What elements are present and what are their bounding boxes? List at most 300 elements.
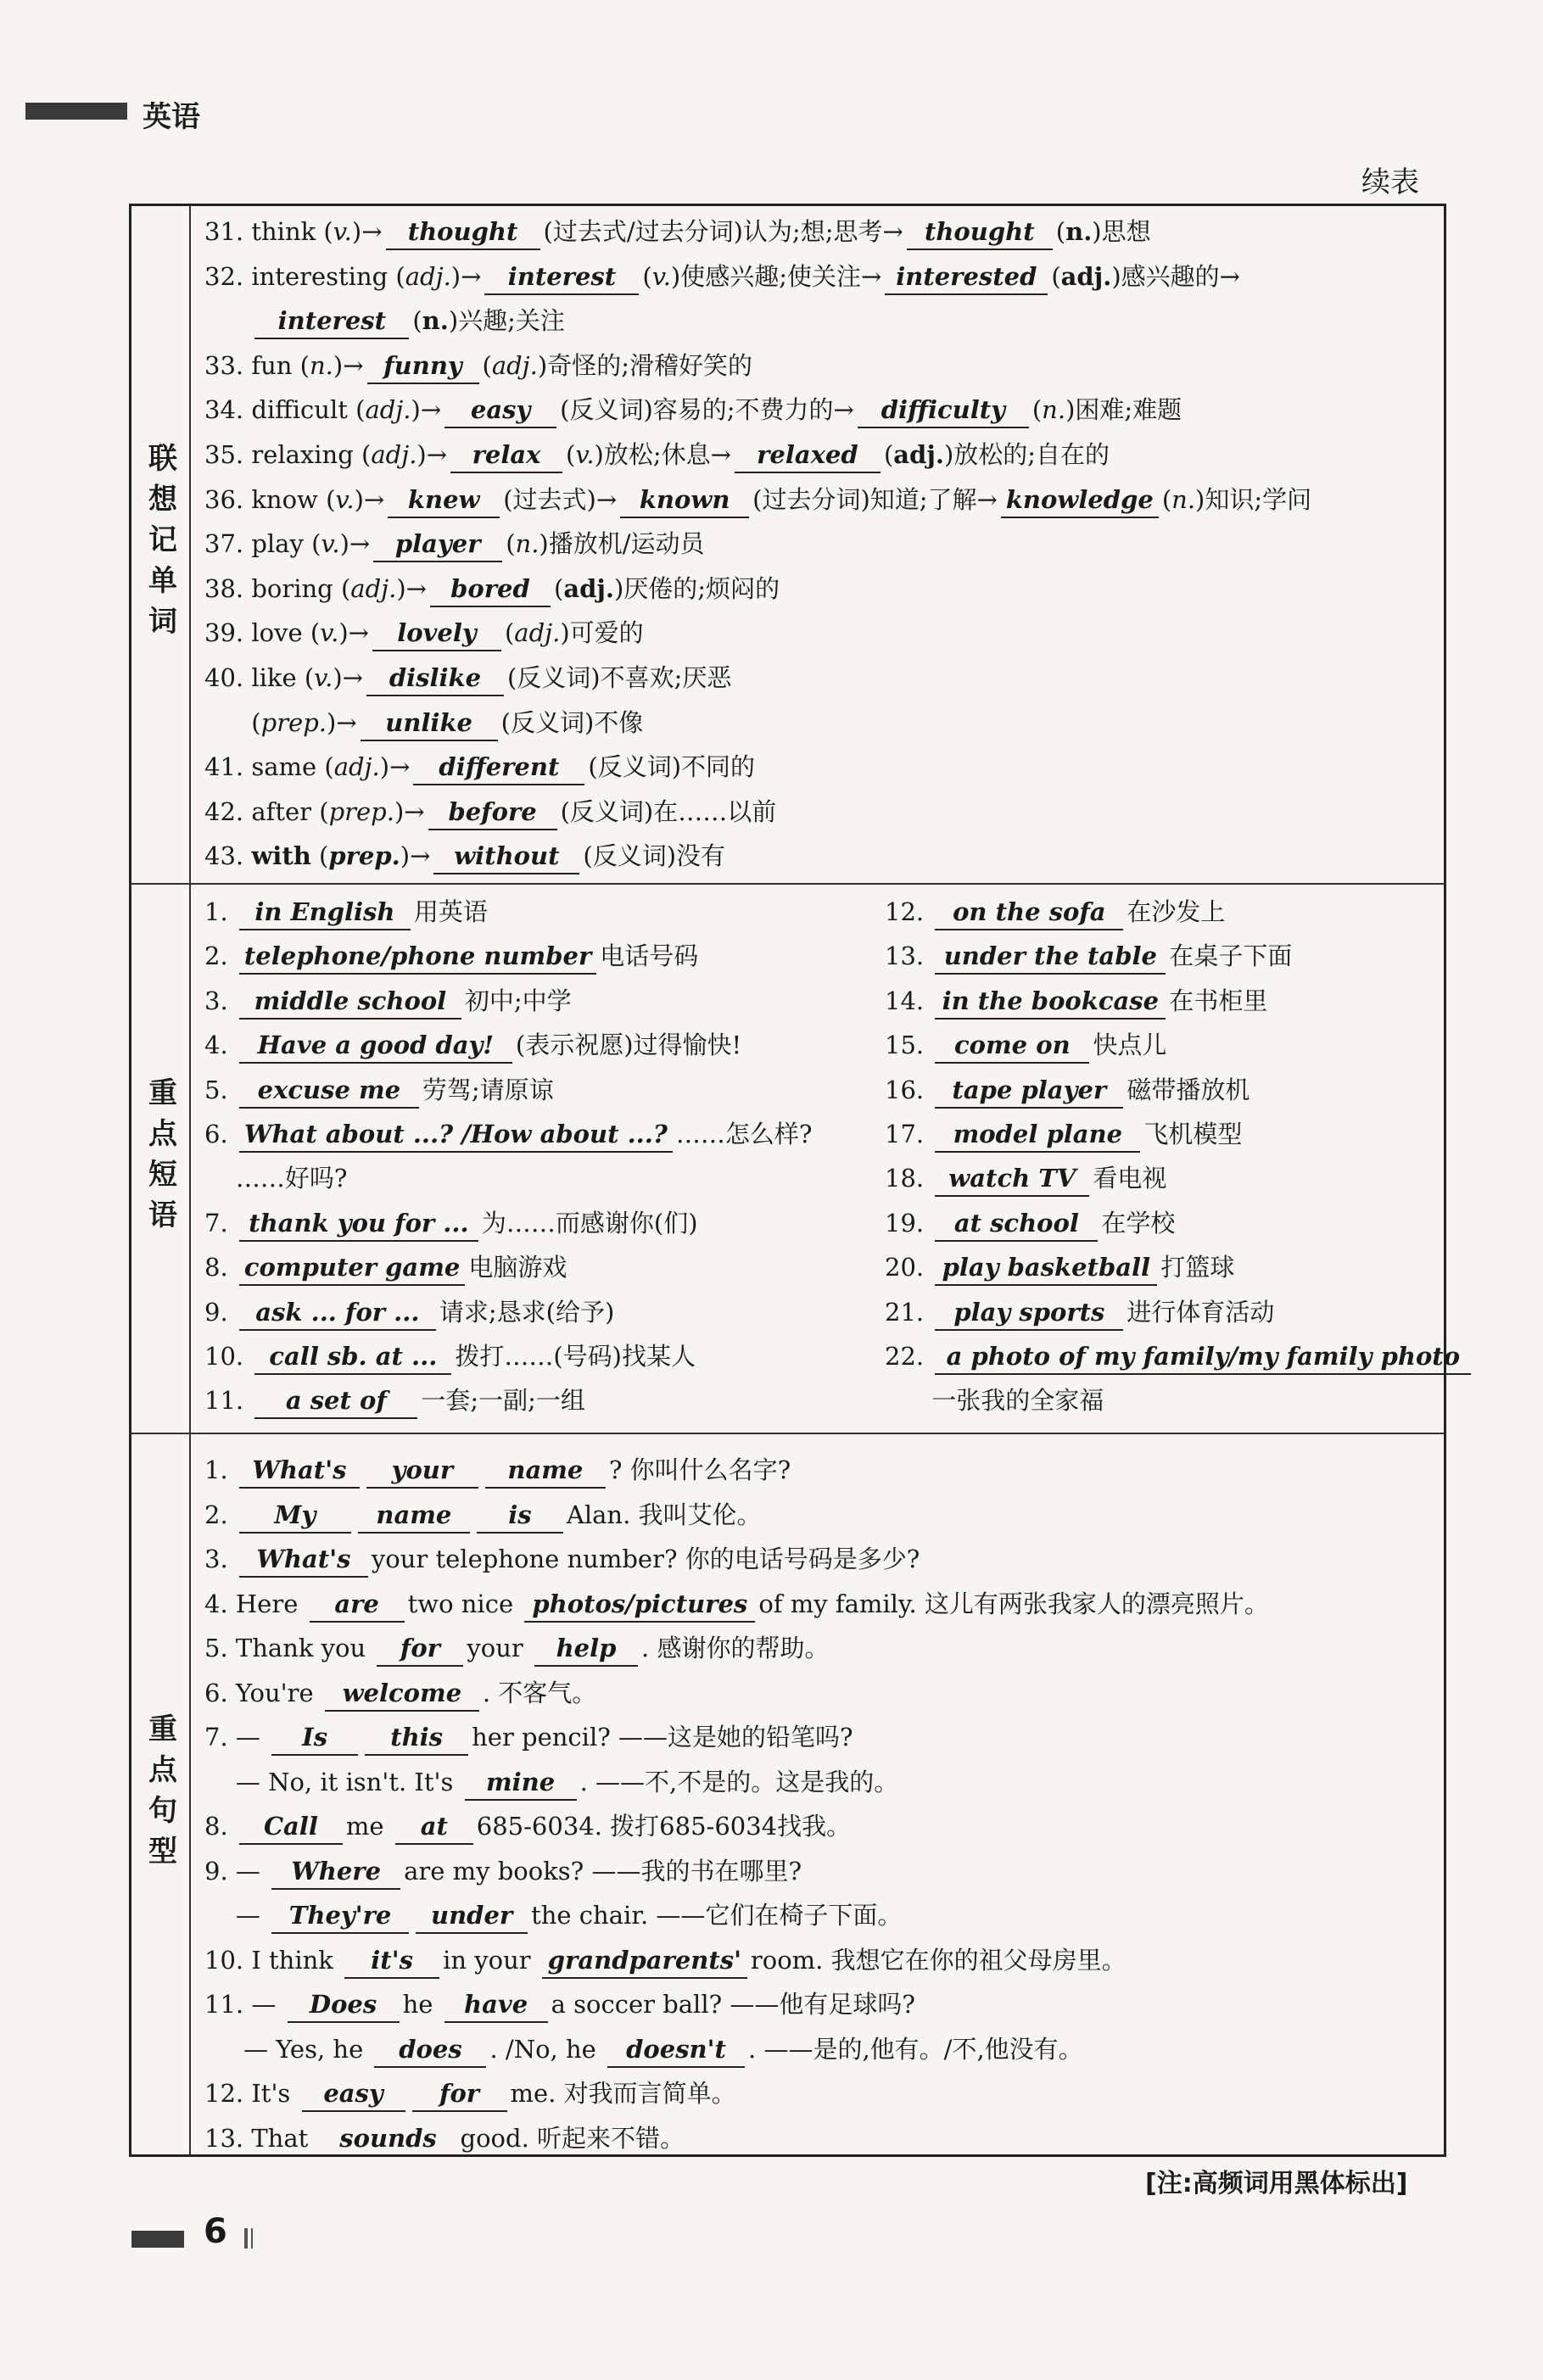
- entry-text: 37. play (: [204, 529, 321, 559]
- entry-text: 38. boring (: [204, 573, 351, 603]
- entry-text: 13. That: [204, 2123, 316, 2153]
- entry-line: [204, 1112, 812, 1156]
- entry-line: [885, 1112, 1242, 1156]
- entry-text: )播放机/运动员: [539, 529, 705, 559]
- answer-blank: What's: [239, 1453, 360, 1489]
- answer-blank: call sb. at ...: [254, 1339, 451, 1375]
- entry-line: [204, 1893, 902, 1937]
- answer-blank: for: [412, 2076, 507, 2112]
- entry-text: (反义词)不像: [500, 707, 644, 737]
- entry-line: [204, 1626, 829, 1670]
- entry-line: [204, 2116, 685, 2160]
- entry-text: [204, 306, 251, 335]
- answer-blank: watch TV: [935, 1161, 1089, 1197]
- entry-text: 为……而感谢你(们): [481, 1208, 698, 1237]
- answer-blank: funny: [367, 349, 479, 384]
- entry-text: 10. I think: [204, 1945, 342, 1975]
- entry-text: v.: [314, 663, 333, 692]
- entry-text: (: [204, 707, 261, 737]
- entry-text: 17.: [885, 1120, 932, 1148]
- answer-blank: What's: [239, 1542, 368, 1578]
- entry-line: [204, 1982, 915, 2026]
- entry-line: [885, 890, 1225, 934]
- answer-blank: a photo of my family/my family photo: [935, 1339, 1471, 1375]
- entry-text: (: [566, 440, 576, 469]
- entry-line: [204, 1582, 1269, 1626]
- entry-text: )→: [354, 484, 385, 514]
- entry-text: 31. think (: [204, 217, 333, 246]
- answer-blank: thought: [386, 215, 540, 250]
- entry-text: prep.: [328, 796, 394, 826]
- entry-text: (过去式/过去分词)认为;想;思考→: [543, 217, 903, 246]
- answer-blank: sounds: [320, 2121, 457, 2157]
- entry-text: )→: [379, 752, 411, 782]
- entry-text: v.: [321, 529, 340, 559]
- answer-blank: play basketball: [935, 1250, 1157, 1286]
- entry-line: [885, 1201, 1175, 1245]
- entry-text: —: [204, 1901, 269, 1930]
- entry-text: 11. —: [204, 1990, 284, 2019]
- entry-line: [204, 1493, 762, 1537]
- entry-line: [885, 1023, 1166, 1067]
- answer-blank: Does: [288, 1987, 400, 2023]
- section-label: 重点短语: [131, 885, 191, 1433]
- answer-blank: in the bookcase: [935, 984, 1166, 1020]
- entry-text: 电话号码: [600, 941, 699, 971]
- entry-text: prep.: [260, 707, 327, 737]
- entry-text: 在桌子下面: [1169, 941, 1293, 971]
- entry-text: )厌倦的;烦闷的: [613, 573, 780, 603]
- entry-text: v.: [320, 618, 339, 648]
- answer-blank: thank you for ...: [239, 1206, 478, 1242]
- entry-text: the chair. ——它们在椅子下面。: [531, 1901, 903, 1930]
- answer-blank: easy: [444, 393, 556, 428]
- entry-text: adj.: [333, 752, 380, 782]
- entry-text: )兴趣;关注: [448, 306, 565, 336]
- entry-text: of my family. 这儿有两张我家人的漂亮照片。: [758, 1589, 1269, 1618]
- entry-text: 初中;中学: [464, 986, 572, 1015]
- answer-blank: lovely: [372, 616, 501, 651]
- entry-line: [204, 388, 1182, 432]
- entry-text: (: [504, 618, 515, 648]
- entry-text: )→: [396, 573, 427, 603]
- answer-blank: without: [433, 839, 579, 874]
- entry-text: )→: [339, 529, 371, 559]
- entry-text: n.: [422, 306, 449, 336]
- entry-text: n.: [309, 350, 333, 380]
- answer-blank: grandparents': [542, 1943, 747, 1979]
- entry-text: 20.: [885, 1253, 932, 1282]
- entry-line: [204, 1023, 741, 1067]
- entry-line: [204, 1201, 698, 1245]
- entry-line: [204, 1290, 614, 1334]
- answer-blank: are: [310, 1587, 405, 1623]
- entry-line: [885, 1245, 1234, 1289]
- vocab-table: [129, 204, 1461, 2157]
- entry-text: (: [482, 350, 492, 380]
- entry-text: room. 我想它在你的祖父母房里。: [750, 1945, 1127, 1975]
- answer-blank: play sports: [935, 1295, 1123, 1331]
- section-label: 重点句型: [131, 1434, 191, 2154]
- entry-text: 6.: [204, 1120, 236, 1148]
- entry-text: adj.: [371, 440, 417, 469]
- entry-text: 一套;一副;一组: [421, 1386, 585, 1416]
- entry-line: [885, 1068, 1249, 1112]
- entry-text: . 感谢你的帮助。: [641, 1634, 830, 1662]
- entry-text: 32. interesting (: [204, 261, 405, 291]
- entry-text: (反义词)不喜欢;厌恶: [506, 663, 732, 692]
- entry-text: 12. It's: [204, 2079, 299, 2108]
- answer-blank: doesn't: [607, 2032, 745, 2068]
- answer-blank: relaxed: [735, 438, 881, 473]
- entry-text: with: [251, 841, 311, 871]
- entry-text: 劳驾;请原谅: [422, 1075, 554, 1104]
- entry-text: (反义词)没有: [583, 841, 726, 871]
- entry-line: [204, 1068, 554, 1112]
- entry-text: 35. relaxing (: [204, 440, 372, 469]
- entry-text: . ——不,不是的。这是我的。: [579, 1767, 899, 1796]
- entry-text: your telephone number? 你的电话号码是多少?: [371, 1545, 920, 1573]
- entry-line: [204, 433, 1110, 477]
- entry-text: 打篮球: [1160, 1253, 1235, 1282]
- entry-text: 42. after (: [204, 796, 329, 826]
- entry-line: [204, 1378, 585, 1422]
- entry-text: 快点儿: [1093, 1031, 1167, 1060]
- entry-text: 电脑游戏: [468, 1253, 567, 1282]
- entry-line: [204, 299, 565, 343]
- entry-line: [204, 522, 705, 566]
- entry-text: )可爱的: [560, 618, 644, 648]
- entry-text: 10.: [204, 1342, 252, 1371]
- answer-blank: a set of: [254, 1383, 417, 1419]
- entry-text: 5. Thank you: [204, 1634, 374, 1662]
- answer-blank: this: [365, 1720, 468, 1756]
- entry-text: . ——是的,他有。/不,他没有。: [748, 2034, 1083, 2064]
- answer-blank: is: [477, 1498, 563, 1534]
- answer-blank: for: [377, 1631, 463, 1667]
- entry-text: )→: [327, 707, 357, 737]
- entry-text: 看电视: [1093, 1164, 1167, 1193]
- answer-blank: your: [366, 1453, 478, 1489]
- entry-text: — No, it isn't. It's: [204, 1767, 461, 1796]
- entry-text: 4. Here: [204, 1589, 306, 1618]
- entry-text: (过去式)→: [503, 484, 618, 514]
- answer-blank: under the table: [935, 939, 1166, 975]
- entry-text: n.: [515, 529, 539, 559]
- entry-line: [885, 1334, 1474, 1378]
- entry-line: [204, 611, 644, 655]
- entry-text: v.: [335, 484, 355, 514]
- answer-blank: model plane: [935, 1117, 1140, 1153]
- entry-text: 3.: [204, 1545, 236, 1573]
- entry-text: adj.: [1060, 261, 1112, 291]
- entry-text: 40. like (: [204, 663, 315, 692]
- entry-text: 1.: [204, 897, 236, 926]
- footnote: [注:高频词用黑体标出]: [1145, 2169, 1408, 2198]
- entry-line: [204, 210, 1151, 254]
- answer-blank: name: [485, 1453, 606, 1489]
- entry-text: ? 你叫什么名字?: [608, 1455, 791, 1484]
- continued-label: 续表: [1361, 165, 1419, 199]
- answer-blank: player: [373, 527, 502, 562]
- entry-text: 2.: [204, 941, 236, 971]
- entry-text: n.: [1065, 217, 1093, 246]
- entry-line: [204, 2027, 1083, 2071]
- entry-text: 8.: [204, 1253, 236, 1282]
- entry-text: 43.: [204, 841, 252, 871]
- entry-text: adj.: [350, 573, 397, 603]
- entry-text: (: [1051, 261, 1061, 291]
- answer-blank: it's: [344, 1943, 439, 1979]
- entry-line: [204, 834, 725, 878]
- entry-line: [204, 979, 572, 1023]
- entry-text: )→: [333, 663, 363, 692]
- entry-text: 飞机模型: [1143, 1120, 1243, 1148]
- entry-line: [204, 1715, 853, 1759]
- entry-line: [204, 1245, 567, 1289]
- footer-tick: [244, 2228, 248, 2249]
- answer-blank: They're: [271, 1898, 409, 1934]
- entry-line: [204, 1448, 791, 1492]
- entry-text: prep.: [328, 841, 400, 871]
- answer-blank: photos/pictures: [524, 1587, 755, 1623]
- entry-text: 39. love (: [204, 618, 321, 648]
- answer-blank: name: [358, 1498, 470, 1534]
- entry-line: [204, 934, 698, 978]
- entry-text: 5.: [204, 1075, 236, 1104]
- entry-text: )→: [394, 796, 425, 826]
- entry-text: adj.: [893, 440, 944, 469]
- entry-text: n.: [1171, 484, 1196, 514]
- entry-text: 36. know (: [204, 484, 336, 514]
- entry-line: [885, 1290, 1274, 1334]
- entry-text: 用英语: [413, 897, 488, 926]
- entry-line: [204, 1849, 802, 1893]
- answer-blank: dislike: [366, 661, 504, 696]
- entry-text: 14.: [885, 986, 932, 1015]
- entry-text: )使感兴趣;使关注→: [670, 261, 882, 291]
- answer-blank: relax: [450, 438, 562, 473]
- entry-text: in your: [443, 1945, 539, 1975]
- answer-blank: have: [444, 1987, 548, 2023]
- answer-blank: does: [374, 2032, 486, 2068]
- entry-text: 9.: [204, 1297, 236, 1327]
- entry-text: Alan. 我叫艾伦。: [566, 1500, 762, 1529]
- answer-blank: Have a good day!: [239, 1028, 512, 1064]
- entry-text: 2.: [204, 1500, 236, 1529]
- entry-text: (反义词)不同的: [588, 752, 756, 782]
- entry-text: a soccer ball? ——他有足球吗?: [551, 1990, 915, 2019]
- entry-line: [204, 478, 1311, 522]
- entry-text: (: [642, 261, 652, 291]
- entry-line: [204, 1537, 920, 1581]
- entry-text: )思想: [1092, 217, 1151, 246]
- entry-text: (: [553, 573, 564, 603]
- entry-text: 6. You're: [204, 1678, 321, 1707]
- entry-line: [204, 1156, 347, 1200]
- entry-text: 拨打……(号码)找某人: [455, 1342, 696, 1371]
- entry-text: ……怎么样?: [675, 1120, 813, 1148]
- entry-text: . 不客气。: [482, 1678, 597, 1707]
- entry-text: (: [1161, 484, 1172, 514]
- entry-text: 1.: [204, 1455, 236, 1484]
- entry-line: [204, 1760, 898, 1804]
- entry-text: — Yes, he: [204, 2034, 372, 2064]
- answer-blank: computer game: [239, 1250, 465, 1286]
- entry-text: (: [1055, 217, 1066, 246]
- entry-line: [204, 2071, 736, 2115]
- entry-text: 12.: [885, 897, 932, 926]
- entry-text: 19.: [885, 1208, 932, 1237]
- entry-text: )感兴趣的→: [1111, 261, 1240, 291]
- entry-text: (: [412, 306, 422, 336]
- entry-text: 进行体育活动: [1127, 1297, 1275, 1327]
- answer-blank: easy: [302, 2076, 405, 2112]
- header-bar: [25, 103, 127, 120]
- entry-text: your: [467, 1634, 532, 1662]
- entry-text: 4.: [204, 1031, 236, 1060]
- entry-text: adj.: [365, 395, 411, 425]
- entry-line: [204, 1334, 696, 1378]
- answer-blank: at school: [935, 1206, 1098, 1242]
- entry-text: )→: [416, 440, 448, 469]
- entry-line: [885, 1156, 1166, 1200]
- answer-blank: excuse me: [239, 1073, 419, 1109]
- entry-text: 41. same (: [204, 752, 334, 782]
- footer-tick: [251, 2228, 253, 2249]
- answer-blank: middle school: [239, 984, 461, 1020]
- footer-bar: [131, 2231, 184, 2248]
- entry-text: 33. fun (: [204, 350, 310, 380]
- entry-line: [204, 701, 643, 745]
- entry-line: [204, 745, 755, 789]
- entry-line: [204, 1938, 1127, 1982]
- entry-text: 13.: [885, 941, 932, 971]
- entry-line: [204, 890, 488, 934]
- entry-text: 34. difficult (: [204, 395, 366, 425]
- answer-blank: unlike: [361, 706, 498, 741]
- entry-text: (: [1031, 395, 1043, 425]
- answer-blank: What about ...? /How about ...?: [239, 1117, 673, 1153]
- section-body: [189, 885, 1461, 1433]
- answer-blank: welcome: [325, 1676, 479, 1712]
- answer-blank: interest: [484, 260, 639, 295]
- answer-blank: bored: [430, 572, 551, 607]
- entry-text: v.: [333, 217, 352, 246]
- entry-line: [204, 790, 776, 834]
- answer-blank: under: [416, 1898, 528, 1934]
- entry-text: )困难;难题: [1065, 395, 1182, 425]
- entry-text: v.: [575, 440, 595, 469]
- page-number: 6: [204, 2212, 227, 2251]
- entry-text: )→: [450, 261, 482, 291]
- entry-text: me. 对我而言简单。: [510, 2079, 736, 2108]
- entry-line: [885, 979, 1267, 1023]
- section-body: [189, 1434, 1444, 2154]
- answer-blank: at: [395, 1809, 473, 1845]
- entry-text: (过去分词)知道;了解→: [752, 484, 998, 514]
- entry-text: )→: [400, 841, 431, 871]
- entry-text: )→: [411, 395, 442, 425]
- entry-text: 21.: [885, 1297, 932, 1327]
- entry-text: adj.: [491, 350, 538, 380]
- entry-text: 在书柜里: [1169, 986, 1268, 1015]
- entry-text: 在沙发上: [1127, 897, 1226, 926]
- entry-line: [885, 1378, 1104, 1422]
- entry-text: adj.: [514, 618, 561, 648]
- entry-text: )→: [333, 350, 364, 380]
- section-words: [131, 206, 1444, 885]
- section-sentences: [131, 1434, 1444, 2154]
- answer-blank: different: [413, 750, 584, 785]
- entry-text: 685-6034. 拨打685-6034找我。: [476, 1812, 852, 1841]
- entry-text: ……好吗?: [204, 1164, 348, 1193]
- entry-text: two nice: [407, 1589, 522, 1618]
- entry-text: 15.: [885, 1031, 932, 1060]
- entry-line: [204, 567, 780, 611]
- answer-blank: on the sofa: [935, 895, 1123, 930]
- entry-text: 磁带播放机: [1127, 1075, 1250, 1104]
- entry-text: (表示祝愿)过得愉快!: [515, 1031, 742, 1060]
- entry-text: )奇怪的;滑稽好笑的: [537, 350, 752, 380]
- entry-text: 7.: [204, 1208, 236, 1237]
- entry-text: me: [345, 1812, 392, 1841]
- entry-text: 3.: [204, 986, 236, 1015]
- answer-blank: help: [534, 1631, 638, 1667]
- entry-text: . /No, he: [489, 2034, 605, 2064]
- answer-blank: Where: [271, 1854, 400, 1890]
- entry-text: 9. —: [204, 1856, 269, 1886]
- entry-line: [204, 254, 1240, 299]
- answer-blank: interest: [254, 304, 409, 339]
- answer-blank: ask ... for ...: [239, 1295, 436, 1331]
- entry-line: [204, 1671, 596, 1715]
- section-label: 联想记单词: [131, 206, 191, 883]
- answer-blank: tape player: [935, 1073, 1123, 1109]
- entry-text: 16.: [885, 1075, 932, 1104]
- answer-blank: telephone/phone number: [239, 939, 596, 975]
- entry-text: )→: [338, 618, 369, 648]
- entry-text: 8.: [204, 1812, 236, 1841]
- answer-blank: in English: [239, 895, 411, 930]
- entry-text: he: [402, 1990, 441, 2019]
- entry-text: )放松的;自在的: [943, 440, 1110, 469]
- entry-text: )→: [351, 217, 383, 246]
- entry-text: v.: [651, 261, 671, 291]
- answer-blank: knowledge: [1001, 483, 1159, 518]
- section-phrases: [131, 885, 1461, 1434]
- entry-text: 7. —: [204, 1723, 269, 1751]
- entry-text: (: [310, 841, 329, 871]
- answer-blank: knew: [388, 483, 500, 518]
- entry-text: 11.: [204, 1386, 252, 1416]
- entry-text: 在学校: [1101, 1208, 1176, 1237]
- answer-blank: come on: [935, 1028, 1089, 1064]
- entry-text: 请求;恳求(给予): [439, 1297, 615, 1327]
- answer-blank: My: [239, 1498, 351, 1534]
- answer-blank: Is: [271, 1720, 358, 1756]
- answer-blank: before: [428, 795, 557, 830]
- entry-text: )放松;休息→: [594, 440, 731, 469]
- entry-text: adj.: [563, 573, 614, 603]
- entry-line: [204, 344, 752, 388]
- entry-text: good. 听起来不错。: [460, 2123, 685, 2153]
- entry-text: 一张我的全家福: [885, 1386, 1104, 1416]
- entry-text: are my books? ——我的书在哪里?: [404, 1856, 802, 1886]
- subject-title: 英语: [143, 100, 200, 134]
- section-body: [189, 206, 1444, 883]
- entry-line: [885, 934, 1292, 978]
